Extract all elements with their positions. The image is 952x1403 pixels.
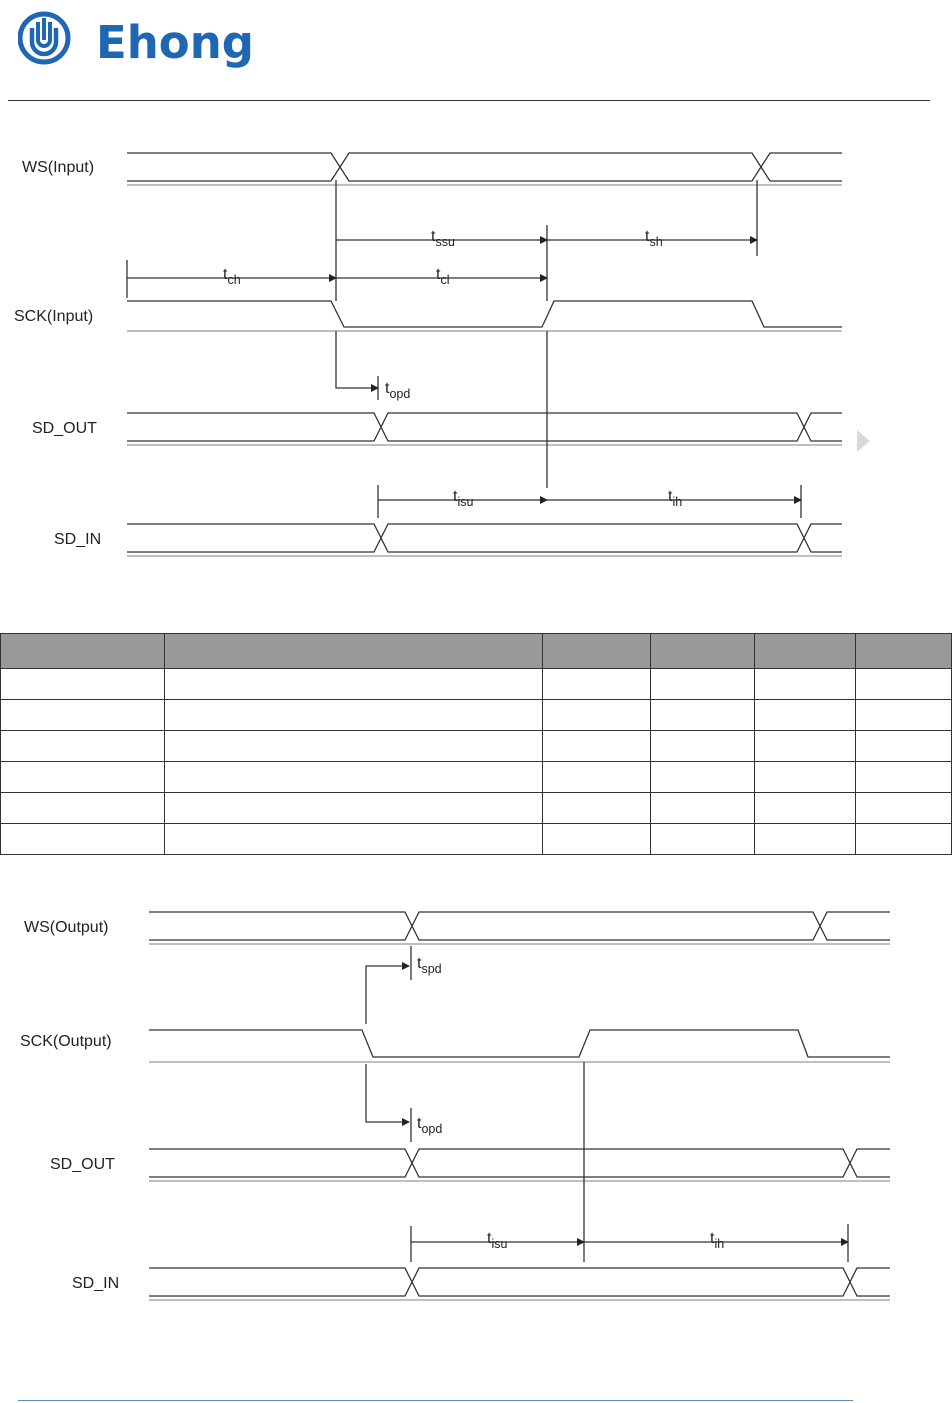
- table-cell: [856, 793, 952, 824]
- signal-label-sd-out: SD_OUT: [32, 420, 97, 437]
- table-header-cell: [165, 634, 543, 669]
- table-cell: [165, 824, 543, 855]
- table-header-cell: [543, 634, 651, 669]
- brand-logo: [18, 10, 254, 70]
- table-cell: [543, 793, 651, 824]
- topd-output-label: $t_{opd}$: [417, 1115, 443, 1136]
- table-header-cell: [651, 634, 755, 669]
- sck-input-waveform: [127, 301, 842, 331]
- signal-label-sck-input: SCK(Input): [14, 308, 94, 325]
- topd-label: $t_{opd}$: [385, 380, 411, 401]
- table-cell: [543, 824, 651, 855]
- input-timing-diagram: [0, 130, 952, 570]
- table-cell: [543, 669, 651, 700]
- output-timing-diagram: [0, 890, 952, 1320]
- table-cell: [651, 669, 755, 700]
- table-cell: [1, 700, 165, 731]
- table-cell: [1, 669, 165, 700]
- tspd-arrow: [366, 966, 409, 1024]
- signal-label-sck-output: SCK(Output): [20, 1033, 112, 1050]
- table-cell: [755, 793, 856, 824]
- table-cell: [1, 731, 165, 762]
- table-cell: [165, 762, 543, 793]
- ws-input-waveform: [127, 153, 842, 185]
- header-divider: [8, 100, 930, 101]
- table-cell: [856, 824, 952, 855]
- table-cell: [651, 731, 755, 762]
- table-cell: [755, 669, 856, 700]
- brand-name: Ehong: [96, 16, 254, 69]
- sd-out-output-waveform: [149, 1149, 890, 1181]
- tssu-label: $t_{ssu}$: [431, 228, 455, 249]
- signal-label-ws-input: WS(Input): [22, 159, 95, 176]
- table-cell: [1, 793, 165, 824]
- tch-label: $t_{ch}$: [223, 266, 241, 287]
- sck-output-waveform: [149, 1030, 890, 1062]
- table-cell: [165, 669, 543, 700]
- table-cell: [651, 762, 755, 793]
- table-cell: [856, 700, 952, 731]
- tcl-label: $t_{cl}$: [436, 266, 450, 287]
- table-cell: [856, 762, 952, 793]
- table-row: [1, 731, 952, 762]
- table-cell: [1, 762, 165, 793]
- signal-label-sd-in: SD_IN: [72, 1275, 120, 1292]
- table-header-cell: [1, 634, 165, 669]
- table-cell: [165, 700, 543, 731]
- table-header-cell: [856, 634, 952, 669]
- table-header-cell: [755, 634, 856, 669]
- table-cell: [651, 793, 755, 824]
- table-row: [1, 793, 952, 824]
- table-cell: [543, 700, 651, 731]
- table-cell: [165, 793, 543, 824]
- tsh-label: $t_{sh}$: [645, 228, 663, 249]
- table-cell: [856, 731, 952, 762]
- table-cell: [543, 762, 651, 793]
- sd-in-output-waveform: [149, 1268, 890, 1300]
- table-cell: [543, 731, 651, 762]
- table-row: [1, 700, 952, 731]
- signal-label-sd-out: SD_OUT: [50, 1156, 115, 1173]
- sd-in-waveform: [127, 524, 842, 556]
- page-header: [0, 0, 952, 104]
- topd-arrow: [336, 331, 378, 388]
- table-cell: [1, 824, 165, 855]
- next-page-arrow-icon[interactable]: [857, 430, 870, 452]
- signal-label-sd-in: SD_IN: [54, 531, 102, 548]
- table-header-row: [1, 634, 952, 669]
- ws-output-waveform: [149, 912, 890, 944]
- tisu-output-label: $t_{isu}$: [487, 1230, 508, 1251]
- tspd-label: $t_{spd}$: [417, 955, 442, 976]
- table-cell: [165, 731, 543, 762]
- table-row: [1, 824, 952, 855]
- signal-label-ws-output: WS(Output): [24, 919, 109, 936]
- topd-output-arrow: [366, 1064, 409, 1122]
- timing-spec-table: [0, 633, 952, 855]
- table-cell: [755, 700, 856, 731]
- table-cell: [651, 824, 755, 855]
- sd-out-waveform: [127, 413, 842, 445]
- table-cell: [755, 762, 856, 793]
- table-cell: [755, 731, 856, 762]
- tih-label: $t_{ih}$: [668, 488, 683, 509]
- table-cell: [651, 700, 755, 731]
- table-row: [1, 669, 952, 700]
- footer-divider: [18, 1400, 853, 1401]
- ehong-logo-icon: [18, 10, 74, 66]
- tisu-label: $t_{isu}$: [453, 488, 474, 509]
- tih-output-label: $t_{ih}$: [710, 1230, 725, 1251]
- table-cell: [755, 824, 856, 855]
- table-row: [1, 762, 952, 793]
- table-cell: [856, 669, 952, 700]
